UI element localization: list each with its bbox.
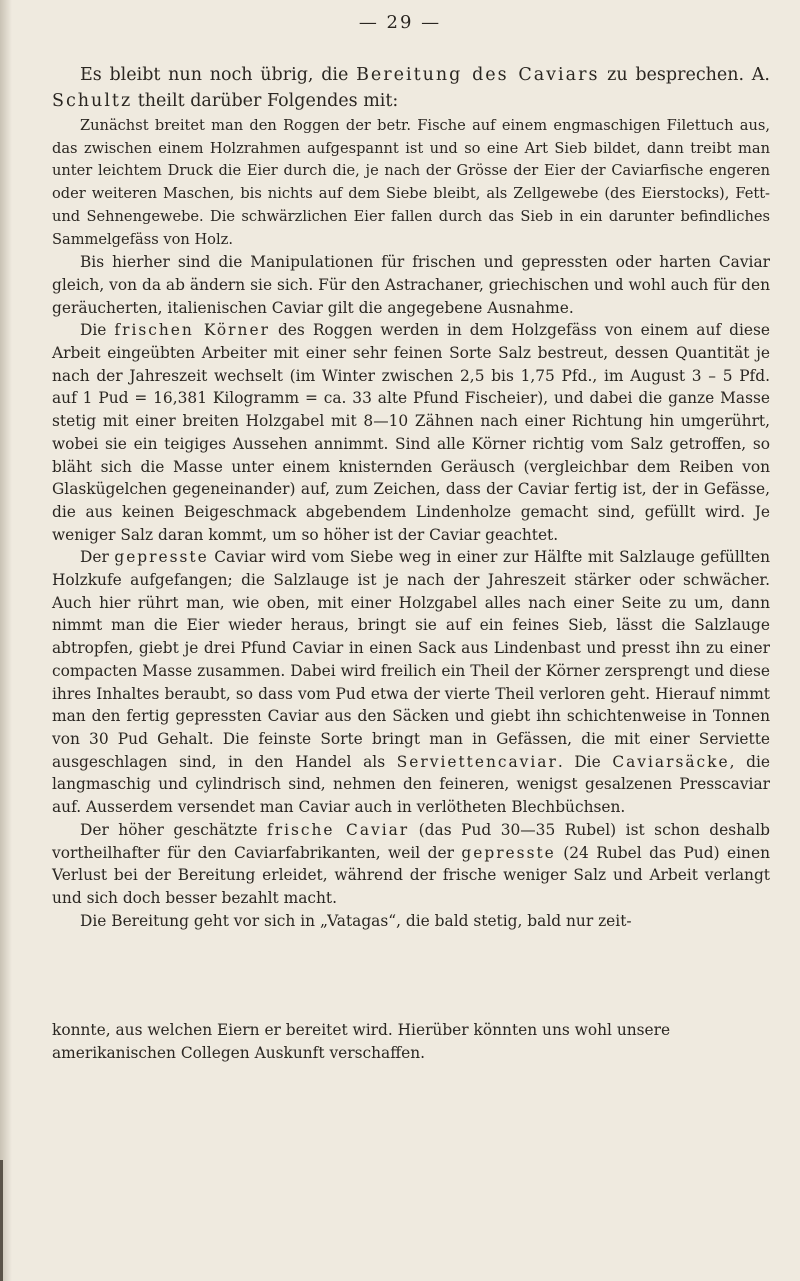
text-run: Der (80, 548, 115, 567)
paragraph-fresh-caviar (52, 319, 770, 546)
page-edge-mark (0, 1160, 3, 1281)
spaced-emphasis: Schultz (52, 91, 133, 111)
spaced-emphasis: Caviarsäcke (612, 752, 730, 771)
spaced-emphasis: frischen Körner (114, 321, 270, 340)
text-run: , die langmaschig und cylindrisch sind, nehmen den feineren, wenigst gesalzenen Presscaviar auf. Ausserdem versendet man Caviar auch in verlötheten Blechbüchsen. (52, 752, 771, 817)
text-run: Es bleibt nun noch übrig, die (80, 65, 357, 85)
footnote-text: konnte, aus welchen Eiern er bereitet wird. Hierüber könnten uns wohl unsere amerikanischen Collegen Auskunft verschaffen. (52, 1021, 671, 1062)
text-run: theilt darüber Folgendes mit: (132, 91, 399, 111)
text-run: (24 Rubel das Pud) einen Verlust bei der Bereitung erleidet, während der frische weniger Salz und Arbeit verlangt und sich doch besser bezahlt macht. (52, 843, 770, 907)
paragraph-manipulations: Bis hierher sind die Manipulationen für frischen und gepressten oder harten Caviar gleich, von da ab ändern sie sich. Für den Astrachaner, griechischen und wohl auch für den geräucherten, italienischen Caviar gilt die angegebene Ausnahme. (52, 253, 770, 317)
spaced-emphasis: Bereitung des Caviars (356, 65, 600, 85)
text-run: zu besprechen. A. (599, 65, 770, 85)
paragraph-prices (52, 819, 770, 910)
text-run: Caviar wird vom Siebe weg in einer zur Hälfte mit Salzlauge gefüllten Holzkufe aufgefangen; die Salzlauge ist je nach der Jahreszeit stärker oder schwächer. Auch hier rührt man, wie oben, mit einer Holzgabel alles nach einer Seite zu um, dann nimmt man die Eier wieder heraus, bringt sie auf ein feines Sieb, lässt die Salzlauge abtropfen, giebt je drei Pfund Caviar in einen Sack aus Lindenbast und presst ihn zu einer compacten Masse zusammen. Dabei wird freilich ein Theil der Körner zersprengt und diese ihres Inhaltes beraubt, so dass vom Pud etwa der vierte Theil verloren geht. Hierauf nimmt man den fertig gepressten Caviar aus den Säcken und giebt ihn schichtenweise in Tonnen von 30 Pud Gehalt. Die feinste Sorte bringt man in Gefässen, die mit einer Serviette ausgeschlagen sind, in den Handel als (52, 548, 770, 771)
text-run: Die (80, 321, 115, 340)
paragraph-pressed-caviar (52, 546, 770, 818)
paragraph-intro (52, 62, 770, 114)
spaced-emphasis: gepresste (461, 843, 556, 862)
body-text (52, 62, 770, 932)
text-run: (das Pud 30—35 Rubel) ist schon deshalb vortheilhafter für den Caviarfabrikanten, weil der (52, 820, 770, 862)
spaced-emphasis: frische Caviar (267, 820, 410, 839)
page-gutter-shadow (0, 0, 12, 1281)
text-run: Der höher geschätzte (80, 820, 268, 839)
page-number: — 29 — (358, 12, 442, 33)
paragraph-vatagas: Die Bereitung geht vor sich in „Vatagas“, die bald stetig, bald nur zeit- (80, 911, 632, 930)
spaced-emphasis: Serviettencaviar (396, 752, 558, 771)
paragraph-sieving: Zunächst breitet man den Roggen der betr. Fische auf einem engmaschigen Filettuch aus, das zwischen einem Holzrahmen aufgespannt ist und so eine Art Sieb bildet, dann treibt man unter leichtem Druck die Eier durch die, je nach der Grösse der Eier der Caviarfische engeren oder weiteren Maschen, bis nichts auf dem Siebe bleibt, als Zellgewebe (des Eierstocks), Fett- und Sehnengewebe. Die schwärzlichen Eier fallen durch das Sieb in ein darunter befindliches Sammelgefäss von Holz. (52, 117, 770, 248)
text-run: des Roggen werden in dem Holzgefäss von einem auf diese Arbeit eingeübten Arbeiter mit einer sehr feinen Sorte Salz bestreut, dessen Quantität je nach der Jahreszeit wechselt (im Winter zwischen 2,5 bis 1,75 Pfd., im August 3 – 5 Pfd. auf 1 Pud = 16,381 Kilogramm = ca. 33 alte Pfund Fischeier), und dabei die ganze Masse stetig mit einer breiten Holzgabel mit 8—10 Zähnen nach einer Richtung hin umgerührt, wobei sie ein teigiges Aussehen annimmt. Sind alle Körner richtig vom Salz getroffen, so bläht sich die Masse unter einem knisternden Geräusch (vergleichbar dem Reiben von Glaskügelchen gegeneinander) auf, zum Zeichen, dass der Caviar fertig ist, der in Gefässe, die aus keinen Beigeschmack abgebendem Lindenholze gemacht sind, gefüllt wird. Je weniger Salz daran kommt, um so höher ist der Caviar geachtet. (52, 321, 770, 544)
footnote (52, 1019, 770, 1064)
text-run: . Die (557, 752, 613, 771)
spaced-emphasis: gepresste (114, 548, 209, 567)
